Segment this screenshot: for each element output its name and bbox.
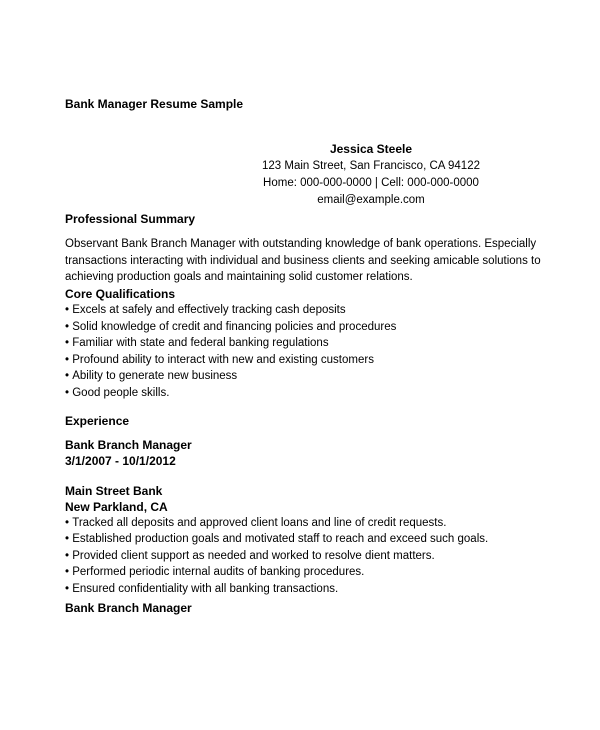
qualification-item: • Good people skills. (65, 385, 600, 402)
summary-line: transactions interacting with individual and business clients and seeking amicable solutions to (65, 254, 541, 267)
job-title-block (65, 437, 600, 469)
core-qualifications-heading: Core Qualifications (65, 286, 176, 301)
summary-line: achieving production goals and maintaining solid customer relations. (65, 271, 413, 283)
company-name: Main Street Bank (65, 483, 163, 498)
contact-block (65, 141, 600, 209)
qualification-item: • Ability to generate new business (65, 368, 600, 385)
company-block (65, 483, 600, 515)
resume-content (65, 0, 600, 617)
document-title: Bank Manager Resume Sample (65, 97, 244, 111)
core-qualifications-list (65, 302, 600, 401)
contact-address: 123 Main Street, San Francisco, CA 94122 (262, 159, 480, 172)
duty-item: • Performed periodic internal audits of banking procedures. (65, 564, 600, 581)
duty-item: • Ensured confidentiality with all banking transactions. (65, 581, 600, 598)
duty-item: • Established production goals and motivated staff to reach and exceed such goals. (65, 531, 600, 548)
experience-heading: Experience (65, 414, 130, 428)
duty-item: • Provided client support as needed and worked to resolve dient matters. (65, 548, 600, 565)
qualification-item: • Profound ability to interact with new and existing customers (65, 352, 600, 369)
next-job-title: Bank Branch Manager (65, 601, 192, 615)
contact-name: Jessica Steele (329, 141, 413, 156)
qualification-item: • Excels at safely and effectively tracking cash deposits (65, 302, 600, 319)
contact-phone-line: Home: 000-000-0000 | Cell: 000-000-0000 (263, 176, 479, 189)
company-location: New Parkland, CA (65, 499, 168, 514)
job-dates: 3/1/2007 - 10/1/2012 (65, 453, 176, 468)
contact-email: email@example.com (317, 193, 425, 206)
qualification-item: • Familiar with state and federal banking regulations (65, 335, 600, 352)
qualification-item: • Solid knowledge of credit and financing policies and procedures (65, 319, 600, 336)
professional-summary-heading: Professional Summary (65, 211, 196, 226)
job-title: Bank Branch Manager (65, 437, 192, 452)
summary-line: Observant Bank Branch Manager with outstanding knowledge of bank operations. Especially (65, 238, 537, 250)
duties-list (65, 515, 600, 598)
professional-summary-paragraph (65, 236, 600, 286)
duty-item: • Tracked all deposits and approved client loans and line of credit requests. (65, 515, 600, 532)
